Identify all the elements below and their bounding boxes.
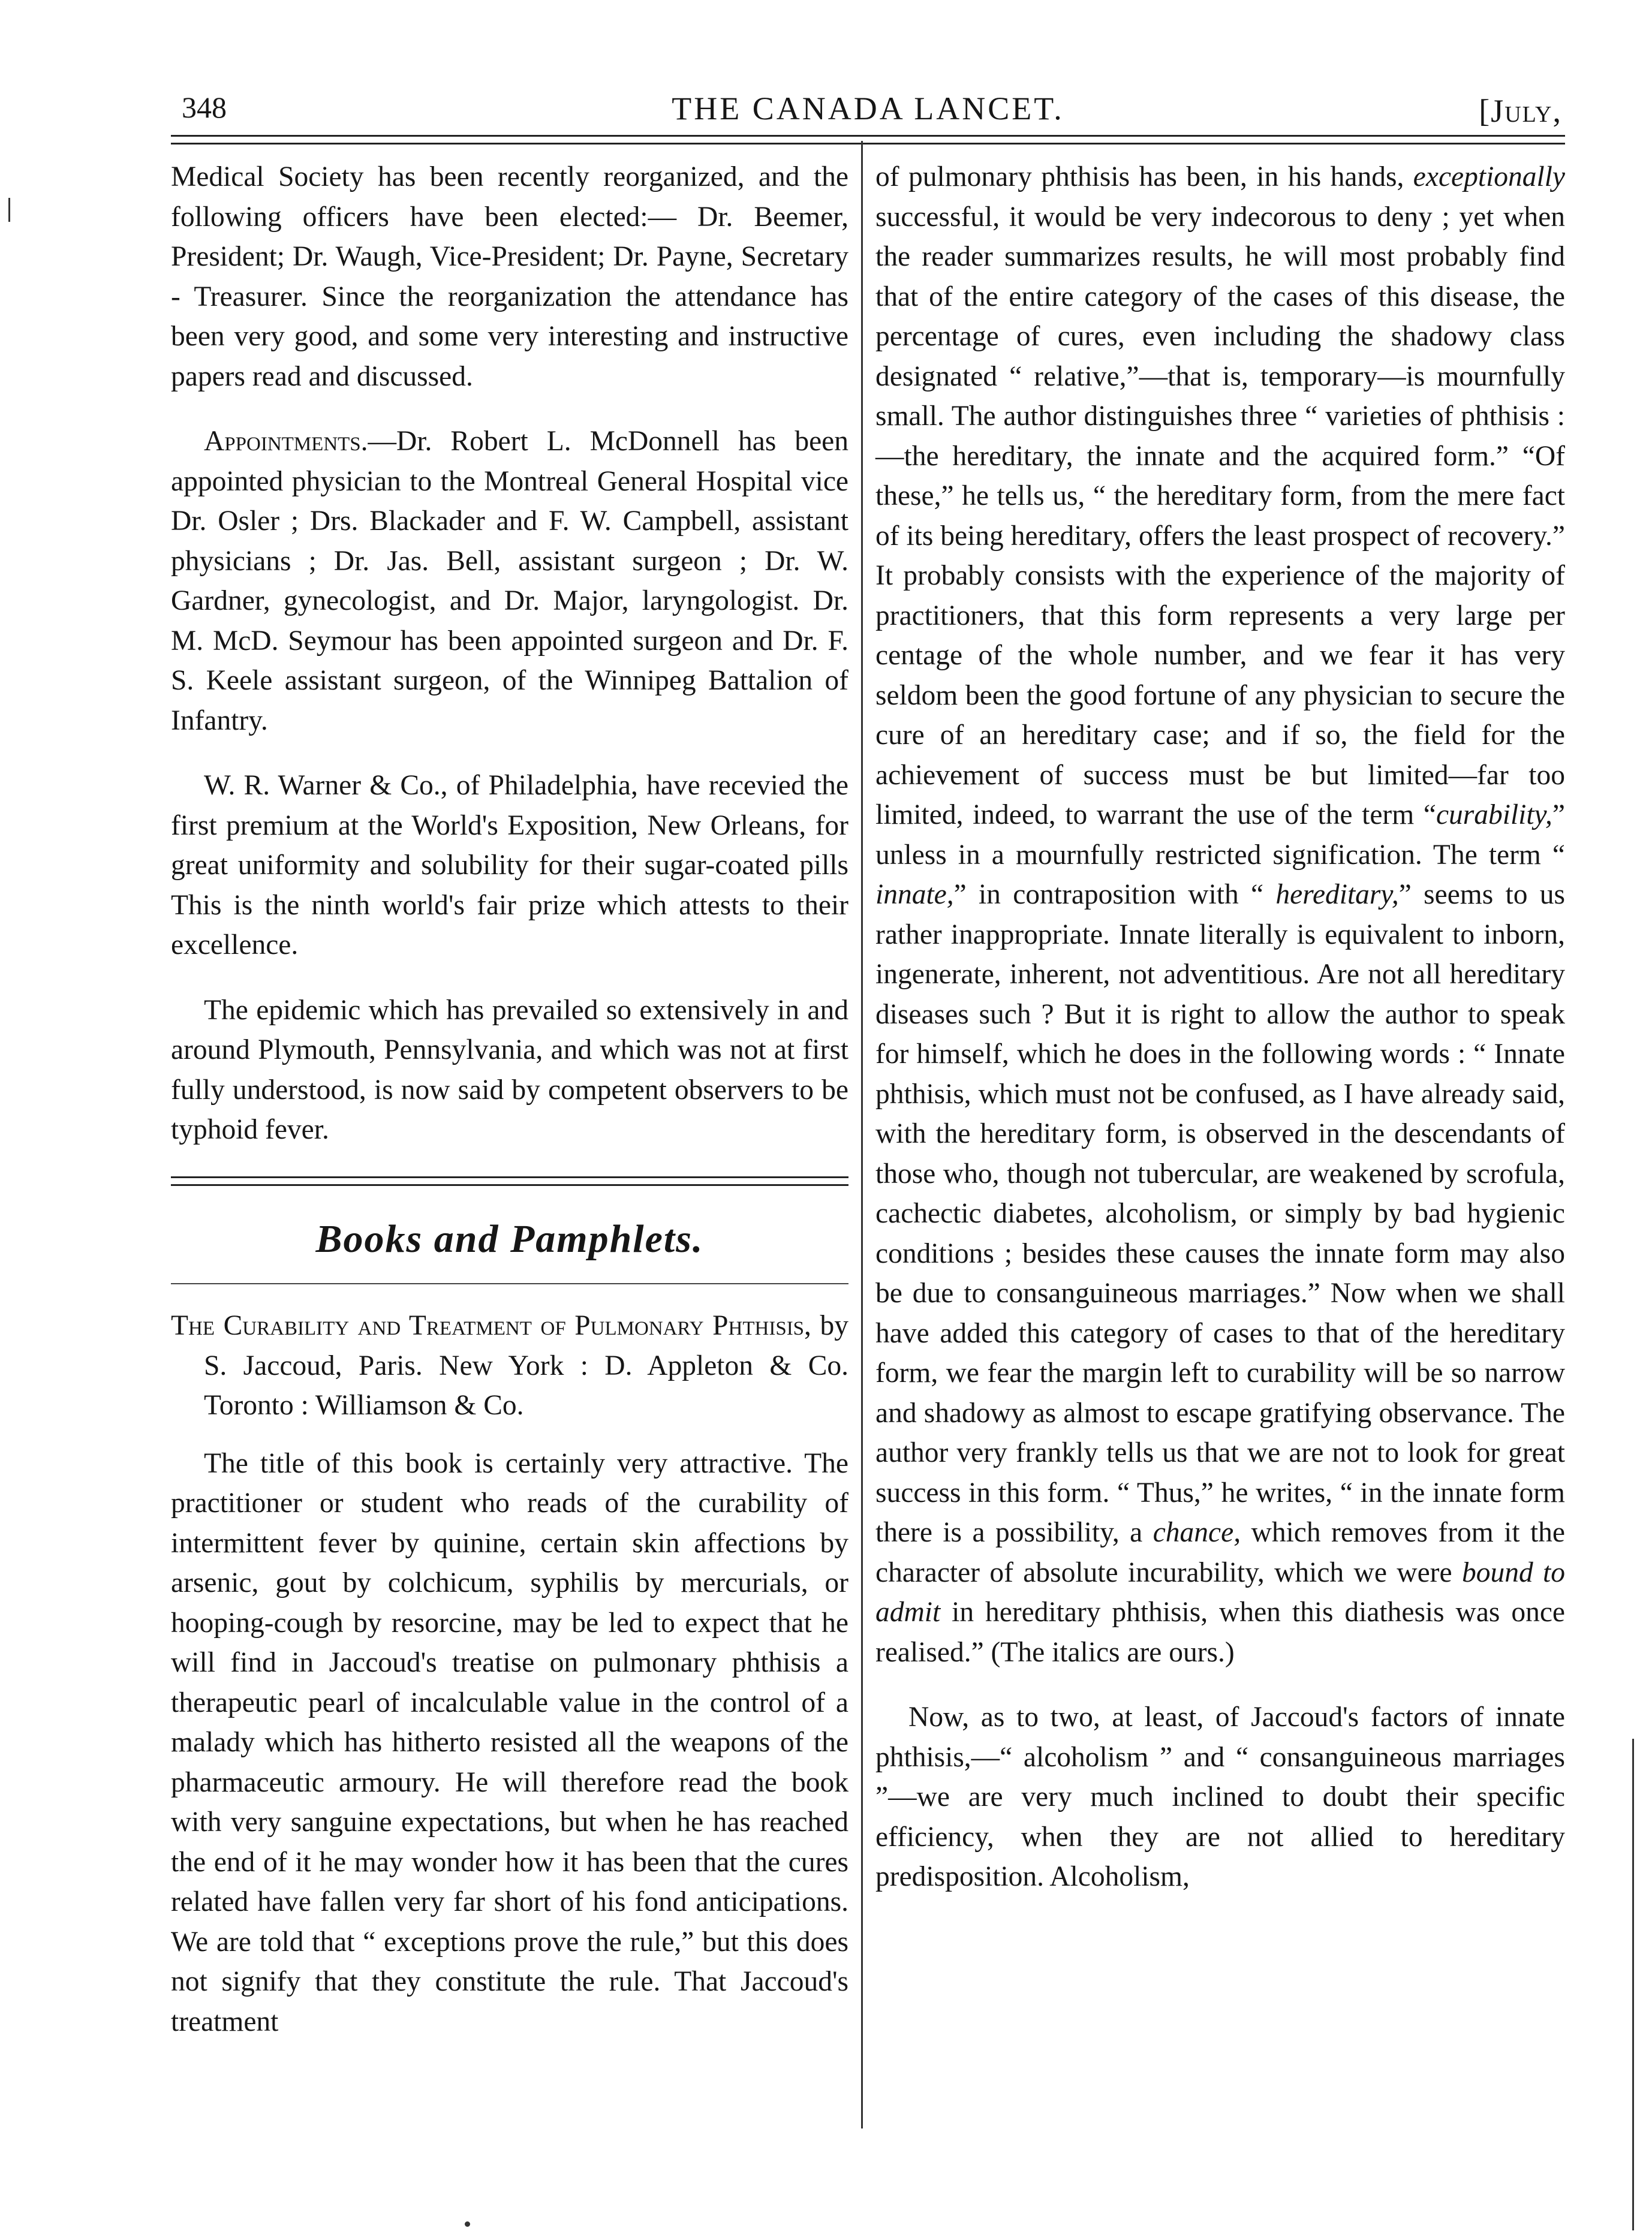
appointments-label: Appointments. — [204, 426, 368, 457]
issue-month: [July, — [1479, 93, 1562, 129]
warner-paragraph: W. R. Warner & Co., of Philadelphia, have recevied the first premium at the World's Exposition, New Orleans, for great uniformity and solubility for their sugar-coated pills This is the ninth world's fair prize which attests to their excellence. — [171, 770, 848, 961]
section-break-rule — [171, 1176, 848, 1186]
section-heading-rule — [171, 1283, 848, 1284]
review-continuation-paragraph — [875, 157, 1565, 1672]
review-text: ” seems to us rather inappropriate. Innate literally is equivalent to inborn, ingenerate, inherent, not adventitious. Are not all hereditary diseases such ? But it is right to allow the author to speak for himself, which he does in the following words : “ Innate phthisis, which must not be confused, as I have already said, with the hereditary form, is observed in the descendants of those who, though not tubercular, are weakened by scrofula, cachectic diabetes, alcoholism, or simply by bad hygienic conditions ; besides these causes the innate form may also be due to consanguineous marriages.” Now when we shall have added this category of cases to that of the hereditary form, we fear the margin left to curability will be so narrow and shadowy as almost to escape gratifying observance. The author very frankly tells us that we are not to look for great success in this form. “ Thus,” he writes, “ in the innate form there is a possibility, a — [875, 879, 1565, 1548]
italic-emphasis: hereditary, — [1275, 879, 1399, 910]
review-text: ” in contraposition with “ — [953, 879, 1276, 910]
running-header — [171, 84, 1565, 132]
factors-paragraph: Now, as to two, at least, of Jaccoud's factors of innate phthisis,—“ alcoholism ” and “ consanguineous marriages ”—we are very much inclined to doubt their specific efficiency, when they are not allied to hereditary predisposition. Alcoholism, — [875, 1702, 1565, 1892]
review-text: of pulmonary phthisis has been, in his hands, — [875, 161, 1413, 192]
left-column — [171, 157, 848, 2042]
right-column — [875, 157, 1565, 1897]
society-paragraph: Medical Society has been recently reorganized, and the following officers have been elected:— Dr. Beemer, President; Dr. Waugh, Vice-President; Dr. Payne, Secretary - Treasurer. Since the reorganization the attendance has been very good, and some very interesting and instructive papers read and discussed. — [171, 161, 848, 392]
book-title: The Curability and Treatment of Pulmonary Phthisis, — [171, 1310, 811, 1341]
section-heading: Books and Pamphlets. — [315, 1217, 704, 1261]
italic-emphasis: innate, — [875, 879, 954, 910]
book-citation — [171, 1306, 848, 1426]
review-text: successful, it would be very indecorous to deny ; yet when the reader summarizes results, he will most probably find that of the entire category of the cases of this disease, the percentage of cures, even including the shadowy class designated “ relative,”—that is, temporary—is mournfully small. The author distinguishes three “ varieties of phthisis :—the hereditary, the innate and the acquired form.” “Of these,” he tells us, “ the hereditary form, from the mere fact of its being hereditary, offers the least prospect of recovery.” It probably consists with the experience of the majority of practitioners, that this form represents a very large per centage of the whole number, and we fear it has very seldom been the good fortune of any physician to secure the cure of an hereditary case; and if so, the field for the achievement of success must be but limited—far too limited, indeed, to warrant the use of the term “ — [875, 201, 1565, 830]
appointments-text: —Dr. Robert L. McDonnell has been appointed physician to the Montreal General Hospital vice Dr. Osler ; Drs. Blackader and F. W. Campbell, assistant physicians ; Dr. Jas. Bell, assistant surgeon ; Dr. W. Gardner, gynecologist, and Dr. Major, laryngologist. Dr. M. McD. Seymour has been appointed surgeon and Dr. F. S. Keele assistant surgeon, of the Winnipeg Battalion of Infantry. — [171, 426, 848, 736]
scan-margin-mark — [8, 198, 10, 222]
journal-title: THE CANADA LANCET. — [672, 91, 1064, 127]
review-text: which removes from it the character of absolute incurability, which we were — [875, 1517, 1565, 1588]
italic-emphasis: bound to admit — [875, 1556, 1565, 1628]
review-text: ” unless in a mournfully restricted signification. The term “ — [875, 799, 1565, 871]
scan-dot — [465, 2221, 470, 2227]
italic-emphasis: chance, — [1153, 1517, 1241, 1548]
italic-emphasis: exceptionally — [1413, 161, 1565, 192]
review-paragraph: The title of this book is certainly very attractive. The practitioner or student who reads of the curability of intermittent fever by quinine, certain skin affections by arsenic, gout by colchicum, syphilis by mercurials, or hooping-cough by resorcine, may be led to expect that he will find in Jaccoud's treatise on pulmonary phthisis a therapeutic pearl of incalculable value in the control of a malady which has hitherto resisted all the weapons of the pharmaceutic armoury. He will therefore read the book with very sanguine expectations, but when he has reached the end of it he may wonder how it has been that the cures related have fallen very far short of his fond anticipations. We are told that “ exceptions prove the rule,” but this does not signify that they constitute the rule. That Jaccoud's treatment — [171, 1447, 848, 2037]
scan-margin-mark — [1632, 1739, 1634, 2230]
italic-emphasis: curability, — [1436, 799, 1552, 830]
header-rule — [171, 135, 1565, 144]
page-number: 348 — [182, 91, 227, 124]
appointments-paragraph — [171, 421, 848, 740]
epidemic-paragraph: The epidemic which has prevailed so extensively in and around Plymouth, Pennsylvania, and which was not at first fully understood, is now said by competent observers to be typhoid fever. — [171, 994, 848, 1145]
book-details: by S. Jaccoud, Paris. New York : D. Appleton & Co. Toronto : Williamson & Co. — [204, 1310, 848, 1421]
review-text: in hereditary phthisis, when this diathesis was once realised.” (The italics are ours.) — [875, 1597, 1565, 1668]
column-divider — [861, 141, 863, 2128]
